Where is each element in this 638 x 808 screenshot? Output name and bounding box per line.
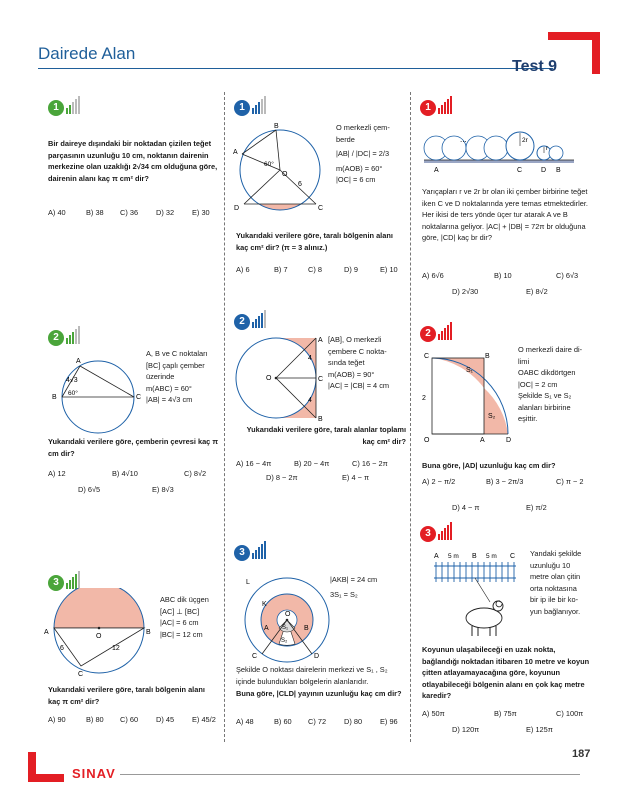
- answer-options: [422, 270, 594, 300]
- circle-chords-diagram: [230, 120, 330, 220]
- label-s1: S₁: [466, 367, 474, 374]
- option-e[interactable]: E) 125π: [526, 725, 553, 734]
- difficulty-level-icon: [438, 322, 453, 338]
- question-number-badge: 1: [420, 100, 436, 116]
- option-e[interactable]: E) π/2: [526, 503, 547, 512]
- option-e[interactable]: E) 4 − π: [342, 473, 370, 482]
- label-length: 4√3: [66, 377, 78, 384]
- given-info: O merkezli çem- berde |AB| / |DC| = 2/3 m(AOB) = 60° |OC| = 6 cm: [336, 123, 390, 184]
- label-o: O: [424, 437, 430, 444]
- label-b: B: [472, 553, 477, 560]
- label-a: A: [264, 625, 269, 632]
- option-a[interactable]: A) 6: [236, 265, 250, 274]
- question-number-badge: 1: [48, 100, 64, 116]
- label-side-12: 12: [112, 645, 120, 652]
- label-s1: S₁: [282, 625, 289, 631]
- question-text: Koyunun ulaşabileceği en uzak nokta, bağlandığı noktadan itibaren 10 metre ve koyun çitten atlayamayacağına göre, koyunun otlayabileceği bölgenin alanı en çok kaç metre karedir?: [422, 645, 590, 700]
- option-b[interactable]: B) 60: [274, 717, 292, 726]
- option-a[interactable]: A) 16 − 4π: [236, 459, 272, 468]
- question-text: Bir daireye dışındaki bir noktadan çizilen teğet parçasının uzunluğu 10 cm, noktanın dairenin merkezine olan uzaklığı 2√34 cm olduğuna göre, dairenin alanı kaç π cm² dir?: [48, 139, 218, 183]
- option-e[interactable]: E) 45/2: [192, 715, 216, 724]
- label-angle: 60°: [264, 161, 274, 168]
- label-d: D: [314, 653, 320, 660]
- corner-bar-side: [592, 32, 600, 74]
- option-b[interactable]: B) 10: [494, 271, 512, 280]
- label-side-6: 6: [60, 645, 64, 652]
- label-2r: 2r: [522, 137, 528, 144]
- question-text: Buna göre, |CLD| yayının uzunluğu kaç cm dir?: [236, 689, 402, 698]
- column-divider: [410, 92, 411, 742]
- option-e[interactable]: E) 8√3: [152, 485, 174, 494]
- option-e[interactable]: E) 10: [380, 265, 398, 274]
- label-r: r: [546, 145, 549, 152]
- given-info: Yandaki şekilde uzunluğu 10 metre olan çitin orta noktasına bir ip ile bir ko- yun bağlanıyor.: [530, 549, 582, 616]
- label-a: A: [233, 149, 238, 156]
- question-text: Yukarıdaki verilere göre, taralı alanlar toplamı kaç cm² dir?: [246, 425, 406, 446]
- difficulty-level-icon: [438, 96, 453, 112]
- label-b: B: [318, 416, 323, 423]
- label-5m-left: 5 m: [448, 553, 459, 560]
- option-a[interactable]: A) 12: [48, 469, 66, 478]
- label-c: C: [136, 394, 142, 401]
- label-a: A: [480, 437, 485, 444]
- tangent-circle-diagram: [232, 334, 324, 424]
- label-s2: S₂: [488, 413, 496, 420]
- label-length: 2: [422, 395, 426, 402]
- label-b: B: [52, 394, 57, 401]
- question-text: Yukarıdaki verilere göre, çemberin çevresi kaç π cm dir?: [48, 437, 218, 458]
- option-d[interactable]: D) 32: [156, 208, 175, 217]
- quarter-circle-rectangle-diagram: [422, 348, 514, 444]
- test-label: Test 9: [512, 58, 558, 75]
- label-d: D: [506, 437, 512, 444]
- answer-options: [236, 264, 408, 278]
- page-number: 187: [572, 748, 591, 760]
- label-b: B: [274, 123, 279, 130]
- label-side-2: 4: [308, 397, 312, 404]
- option-c[interactable]: C) 100π: [556, 709, 584, 718]
- question-statement: Şekilde O noktası dairelerin merkezi ve S₁ , S₂ içinde bulundukları bölgelerin alanlarıdır.: [236, 665, 388, 686]
- label-a: A: [44, 629, 49, 636]
- question-number-badge: 2: [48, 330, 64, 346]
- difficulty-level-icon: [66, 96, 81, 112]
- label-k: K: [262, 601, 267, 608]
- answer-options: [422, 476, 594, 516]
- label-b: B: [556, 167, 561, 174]
- question-text: Yukarıdaki verilere göre, taralı bölgenin alanı kaç cm² dir? (π = 3 alınız.): [236, 231, 393, 252]
- label-c: C: [78, 671, 84, 678]
- label-o: O: [282, 171, 288, 178]
- page-title: Dairede Alan: [38, 44, 136, 63]
- answer-options: [48, 207, 223, 221]
- option-c[interactable]: C) 16 − 2π: [352, 459, 388, 468]
- option-b[interactable]: B) 7: [274, 265, 288, 274]
- circle-diagram: [48, 355, 148, 435]
- given-info: O merkezli daire di- limi OABC dikdörtgen |OC| = 2 cm Şekilde S₁ ve S₂ alanları birbirine eşittir.: [518, 345, 583, 423]
- label-b: B: [146, 629, 151, 636]
- option-a[interactable]: A) 40: [48, 208, 66, 217]
- question-text: Yukarıdaki verilere göre, taralı bölgenin alanı kaç π cm² dir?: [48, 685, 205, 706]
- column-divider: [224, 92, 225, 742]
- label-a: A: [76, 358, 81, 365]
- option-e[interactable]: E) 30: [192, 208, 210, 217]
- question-number-badge: 1: [234, 100, 250, 116]
- question-number-badge: 2: [420, 326, 436, 342]
- header-rule: [38, 68, 553, 69]
- option-c[interactable]: C) 36: [120, 208, 139, 217]
- option-d[interactable]: D) 4 − π: [452, 503, 480, 512]
- option-d[interactable]: D) 8 − 2π: [266, 473, 298, 482]
- option-c[interactable]: C) 8√2: [184, 469, 207, 478]
- label-c: C: [510, 553, 516, 560]
- label-c: C: [252, 653, 258, 660]
- difficulty-level-icon: [438, 522, 453, 538]
- option-a[interactable]: A) 6√6: [422, 271, 444, 280]
- option-d[interactable]: D) 6√5: [78, 485, 101, 494]
- label-c: C: [318, 376, 324, 383]
- question-number-badge: 3: [48, 575, 64, 591]
- label-c: C: [318, 205, 324, 212]
- answer-options: [236, 458, 408, 488]
- difficulty-level-icon: [66, 571, 81, 587]
- question-number-badge: 3: [234, 545, 250, 561]
- label-dots: ...: [460, 135, 467, 144]
- label-5m-right: 5 m: [486, 553, 497, 560]
- question-number-badge: 3: [420, 526, 436, 542]
- label-c: C: [424, 353, 430, 360]
- difficulty-level-icon: [66, 326, 81, 342]
- answer-options: [236, 716, 408, 730]
- label-side-1: 4: [308, 355, 312, 362]
- option-c[interactable]: C) 60: [120, 715, 139, 724]
- footer-rule: [120, 774, 580, 775]
- option-b[interactable]: B) 3 − 2π/3: [486, 477, 524, 486]
- option-b[interactable]: B) 80: [86, 715, 104, 724]
- concentric-circles-diagram: [240, 572, 334, 666]
- question-text: Yarıçapları r ve 2r br olan iki çember birbirine teğet iken C ve D noktalarında yere temas etmektedirler. Her ikisi de ters yönde üçer tur atarak A ve B noktalarına geliyor. |AC| + |DB| = 72π br olduğuna göre, |CD| kaç br dir?: [422, 187, 588, 242]
- label-angle: 60°: [68, 390, 78, 397]
- difficulty-level-icon: [252, 541, 267, 557]
- option-e[interactable]: E) 96: [380, 717, 398, 726]
- difficulty-level-icon: [252, 310, 267, 326]
- option-c[interactable]: C) 8: [308, 265, 322, 274]
- option-d[interactable]: D) 2√30: [452, 287, 479, 296]
- label-radius: 6: [298, 181, 302, 188]
- option-c[interactable]: C) 6√3: [556, 271, 579, 280]
- option-b[interactable]: B) 20 − 4π: [294, 459, 330, 468]
- option-b[interactable]: B) 75π: [494, 709, 517, 718]
- rolling-circles-diagram: [420, 122, 580, 174]
- option-c[interactable]: C) π − 2: [556, 477, 584, 486]
- fence-sheep-diagram: [430, 548, 526, 640]
- option-d[interactable]: D) 9: [344, 265, 358, 274]
- label-b: B: [304, 625, 309, 632]
- label-o: O: [96, 633, 102, 640]
- option-a[interactable]: A) 50π: [422, 709, 445, 718]
- semicircle-triangle-diagram: [44, 588, 154, 680]
- answer-options: [422, 708, 594, 738]
- given-info: ABC dik üçgen [AC] ⊥ [BC] |AC| = 6 cm |BC| = 12 cm: [160, 595, 209, 639]
- option-b[interactable]: B) 38: [86, 208, 104, 217]
- label-o: O: [266, 375, 272, 382]
- question-text: Buna göre, |AD| uzunluğu kaç cm dir?: [422, 461, 556, 470]
- label-l: L: [246, 579, 250, 586]
- option-d[interactable]: D) 80: [344, 717, 363, 726]
- label-d: D: [234, 205, 240, 212]
- label-b: B: [485, 353, 490, 360]
- label-a: A: [434, 167, 439, 174]
- label-c: C: [517, 167, 523, 174]
- answer-options: [48, 714, 223, 730]
- given-info: A, B ve C noktaları [BC] çaplı çember üzerinde m(ABC) = 60° |AB| = 4√3 cm: [146, 349, 208, 404]
- option-d[interactable]: D) 120π: [452, 725, 480, 734]
- option-c[interactable]: C) 72: [308, 717, 327, 726]
- option-a[interactable]: A) 90: [48, 715, 66, 724]
- option-b[interactable]: B) 4√10: [112, 469, 138, 478]
- given-info: |AKB| = 24 cm 3S₁ = S₂: [330, 575, 378, 599]
- given-info: [AB], O merkezli çembere C nokta- sında teğet m(AOB) = 90° |AC| = |CB| = 4 cm: [328, 335, 390, 390]
- option-e[interactable]: E) 8√2: [526, 287, 548, 296]
- option-d[interactable]: D) 45: [156, 715, 175, 724]
- label-o: O: [285, 611, 291, 618]
- label-a: A: [434, 553, 439, 560]
- option-a[interactable]: A) 2 − π/2: [422, 477, 456, 486]
- option-a[interactable]: A) 48: [236, 717, 254, 726]
- difficulty-level-icon: [252, 96, 267, 112]
- footer-corner-bar: [28, 774, 64, 782]
- question-number-badge: 2: [234, 314, 250, 330]
- label-s2: S₂: [281, 638, 288, 644]
- label-a: A: [318, 337, 323, 344]
- brand-logo: SINAV: [72, 766, 116, 781]
- answer-options: [48, 468, 223, 498]
- label-d: D: [541, 167, 547, 174]
